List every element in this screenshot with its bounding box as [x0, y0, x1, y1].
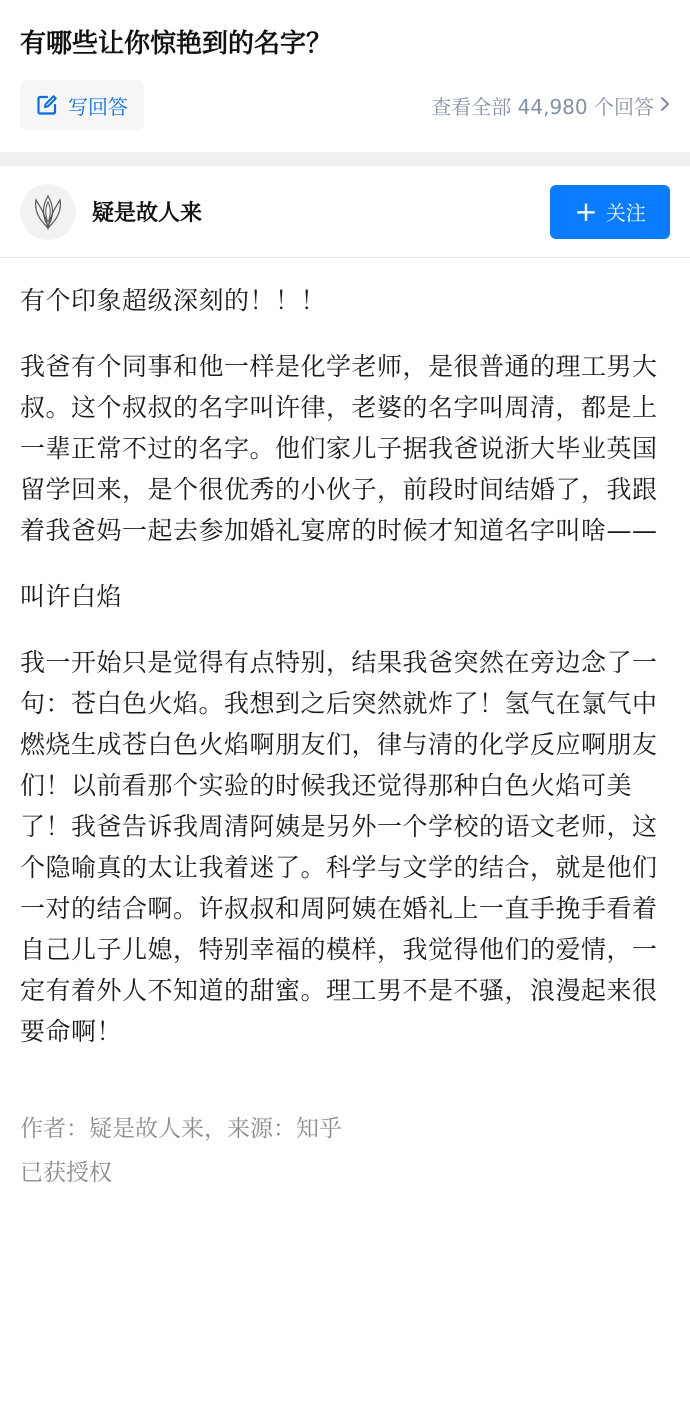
- answer-paragraph: 叫许白焰: [20, 582, 123, 611]
- question-title[interactable]: 有哪些让你惊艳到的名字？: [20, 29, 333, 59]
- credit-line: 作者：疑是故人来，来源：知乎: [20, 1116, 342, 1142]
- answer-paragraph: 有个印象超级深刻的！！！: [20, 286, 327, 315]
- source-note: [20, 1107, 670, 1195]
- author-info[interactable]: [20, 184, 202, 240]
- answer-paragraph: 我爸有个同事和他一样是化学老师，是很普通的理工男大叔。这个叔叔的名字叫许律，老婆的名字叫周清，都是上一辈正常不过的名字。他们家儿子据我爸说浙大毕业英国留学回来，是个很优秀的小伙子，前段时间结婚了，我跟着我爸妈一起去参加婚礼宴席的时候才知道名字叫啥——: [20, 352, 658, 545]
- follow-label: 关注: [605, 201, 646, 225]
- license-line: 已获授权: [20, 1160, 112, 1186]
- plus-icon: +: [574, 194, 598, 228]
- section-divider: [0, 152, 690, 166]
- avatar[interactable]: [20, 184, 76, 240]
- question-actions: [20, 80, 670, 130]
- author-bar: [0, 166, 690, 258]
- write-answer-button[interactable]: [20, 80, 144, 130]
- author-name[interactable]: 疑是故人来: [92, 201, 203, 226]
- answer-content: [0, 258, 690, 1195]
- view-all-label: 查看全部 44,980 个回答: [431, 94, 654, 119]
- follow-button[interactable]: [550, 185, 670, 239]
- chevron-right-icon: [660, 93, 670, 117]
- write-answer-label: 写回答: [68, 94, 128, 119]
- question-header: [0, 0, 690, 152]
- avatar-logo-icon: [28, 192, 68, 232]
- view-all-answers-link[interactable]: [431, 91, 670, 120]
- edit-icon: [36, 94, 58, 116]
- answer-paragraph: 我一开始只是觉得有点特别，结果我爸突然在旁边念了一句：苍白色火焰。我想到之后突然就炸了！氢气在氯气中燃烧生成苍白色火焰啊朋友们，律与清的化学反应啊朋友们！以前看那个实验的时候我还觉得那种白色火焰可美了！我爸告诉我周清阿姨是另外一个学校的语文老师，这个隐喻真的太让我着迷了。科学与文学的结合，就是他们一对的结合啊。许叔叔和周阿姨在婚礼上一直手挽手看着自己儿子儿媳，特别幸福的模样，我觉得他们的爱情，一定有着外人不知道的甜蜜。理工男不是不骚，浪漫起来很要命啊！: [20, 648, 658, 1046]
